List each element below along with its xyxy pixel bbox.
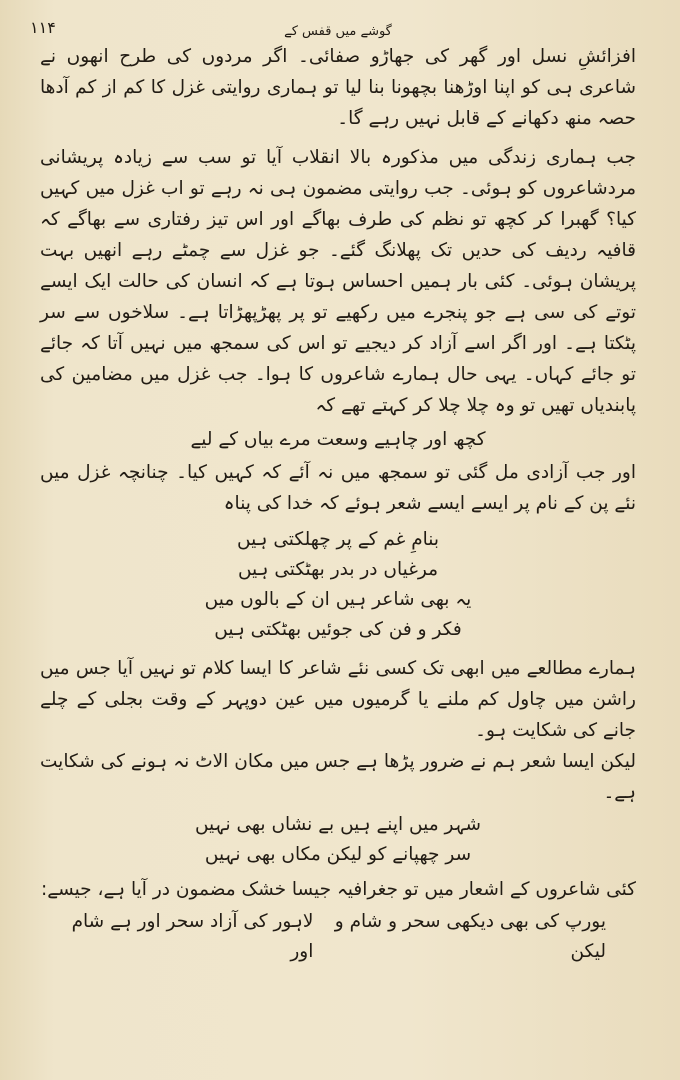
verse-line: کچھ اور چاہیے وسعت مرے بیاں کے لیے [190, 429, 486, 450]
page-number: ۱۱۴ [30, 18, 56, 37]
verse-line: شہر میں اپنے ہیں بے نشاں بھی نہیں [194, 814, 482, 835]
verse-line: یہ بھی شاعر ہیں ان کے بالوں میں [204, 589, 472, 610]
paragraph-4: ہمارے مطالعے میں ابھی تک کسی نئے شاعر کا ایسا کلام تو نہیں آیا جس میں راشن میں چاول کم ملنے یا گرمیوں میں عین دوپہر کے وقت بجلی کے چلے جانے کی شکایت ہو۔ [40, 658, 636, 741]
running-head: گوشے میں قفس کے [284, 24, 392, 39]
verse-line: بنامِ غم کے پر چھلکتی ہیں [236, 529, 440, 550]
verse-stanza-2 [40, 810, 636, 870]
verse-line: سر چھپانے کو لیکن مکاں بھی نہیں [204, 844, 472, 865]
verse-stanza-1 [40, 525, 636, 645]
couplet-second-hemistich: لاہور کی آزاد سحر اور ہے شام اور [71, 911, 314, 962]
verse-couplet [40, 907, 636, 967]
paragraph-3: اور جب آزادی مل گئی تو سمجھ میں نہ آئے کہ کہیں کیا۔ چنانچہ غزل میں نئے پن کے نام پر ایسے ایسے شعر ہوئے کہ خدا کی پناہ [40, 462, 636, 514]
verse-line: فکر و فن کی جوئیں بھٹکتی ہیں [214, 619, 462, 640]
paragraph-6: کئی شاعروں کے اشعار میں تو جغرافیہ جیسا خشک مضمون در آیا ہے، جیسے: [41, 879, 636, 900]
couplet-first-hemistich: یورپ کی بھی دیکھی سحر و شام و لیکن [334, 911, 606, 962]
paragraph-2: جب ہماری زندگی میں مذکورہ بالا انقلاب آیا تو سب سے زیادہ پریشانی مردشاعروں کو ہوئی۔ جب روایتی مضمون ہی نہ رہے تو اب غزل میں کہیں کیا؟ گھبرا کر کچھ تو نظم کی طرف بھاگے اور اس تیز رفتاری سے بھاگے کہ قافیہ ردیف کی حدیں تک پھلانگ گئے۔ جو غزل سے چمٹے رہے انھیں بہت پریشان ہوئی۔ کئی بار ہمیں احساس ہوتا ہے کہ انسان کی حالت ایک ایسے توتے کی سی ہے جو پنجرے میں رکھیے تو پر پھڑپھڑاتا ہے۔ سلاخوں سے سر پٹکتا ہے۔ اور اگر اسے آزاد کر دیجیے تو اس کی سمجھ میں نہیں آتا کہ جائے تو جائے کہاں۔ یہی حال ہمارے شاعروں کا ہوا۔ جب غزل میں مضامین کی پابندیاں تھیں تو وہ چلا چلا کر کہتے تھے کہ [40, 147, 636, 416]
verse-line: مرغیاں در بدر بھٹکتی ہیں [237, 559, 439, 580]
paragraph-5: لیکن ایسا شعر ہم نے ضرور پڑھا ہے جس میں مکان الاٹ نہ ہونے کی شکایت ہے۔ [40, 751, 636, 803]
paragraph-1: افزائشِ نسل اور گھر کی جھاڑو صفائی۔ اگر مردوں کی طرح انھوں نے شاعری ہی کو اپنا اوڑھنا بچھونا بنا لیا تو ہماری روایتی غزل کا کم از کم آدھا حصہ منھ دکھانے کے قابل نہیں رہے گا۔ [40, 46, 636, 129]
